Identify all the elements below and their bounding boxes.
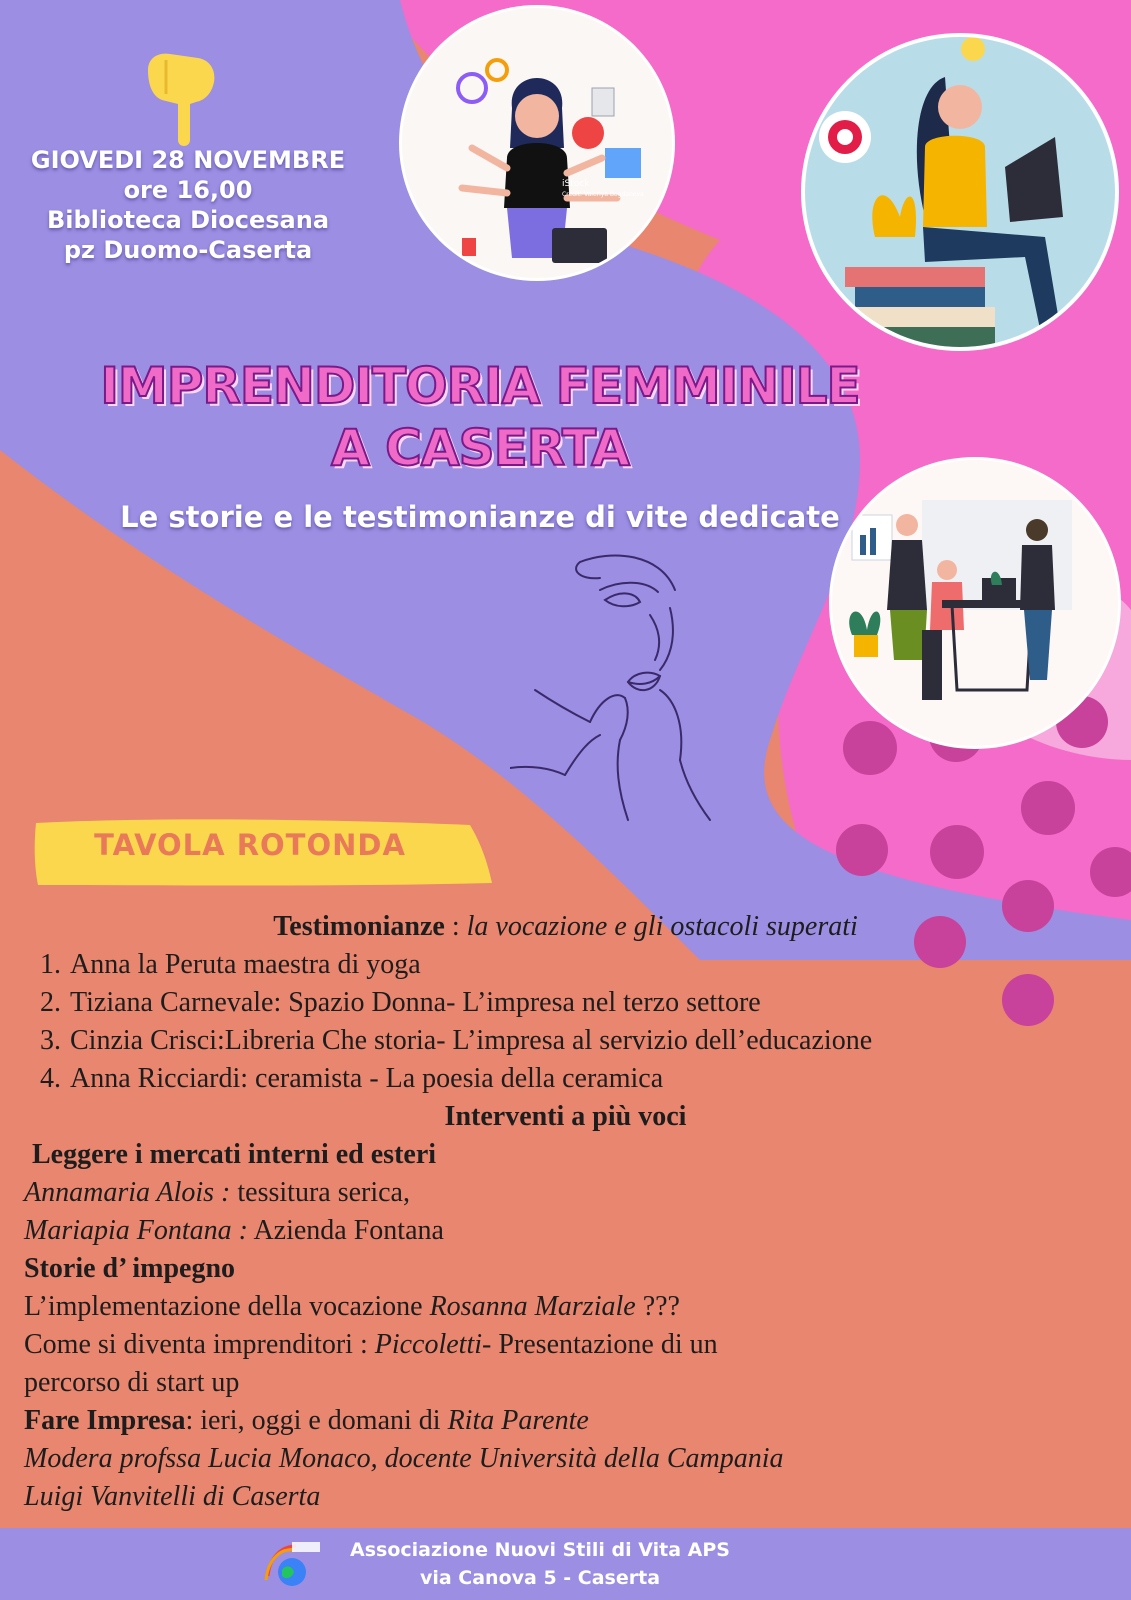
speaker-name: Rosanna Marziale bbox=[429, 1291, 636, 1322]
impegno-text: L’implementazione della vocazione bbox=[24, 1291, 430, 1322]
stock-credit: Credit: Valeriya Bogdanova bbox=[562, 191, 644, 198]
impegno-item bbox=[0, 1326, 1131, 1364]
subtitle: Le storie e le testimonianze di vite dedicate bbox=[120, 500, 840, 534]
event-info bbox=[18, 145, 358, 265]
speaker-desc: tessitura serica, bbox=[230, 1177, 410, 1208]
title-line-1: IMPRENDITORIA FEMMINILE bbox=[100, 357, 860, 415]
mercati-item bbox=[0, 1174, 1131, 1212]
testimonianze-line bbox=[0, 908, 1131, 946]
testimonianze-list bbox=[0, 946, 1131, 1098]
footer-address: via Canova 5 - Caserta bbox=[419, 1567, 661, 1589]
interventi-line bbox=[0, 1098, 1131, 1136]
footer bbox=[0, 1528, 1131, 1600]
mercati-line bbox=[0, 1136, 1131, 1174]
event-address: pz Duomo-Caserta bbox=[63, 236, 313, 264]
title-line-2: A CASERTA bbox=[331, 419, 629, 477]
association-logo bbox=[262, 1536, 322, 1592]
testimonianze-theme: la vocazione e gli ostacoli superati bbox=[466, 911, 858, 942]
impegno-text: Come si diventa imprenditori : bbox=[24, 1329, 375, 1360]
event-time: ore 16,00 bbox=[123, 176, 253, 204]
moderator-text-2: Luigi Vanvitelli di Caserta bbox=[24, 1481, 321, 1512]
moderator-text-1: Modera profssa Lucia Monaco, docente Università della Campania bbox=[24, 1443, 784, 1474]
testimonianze-sep: : bbox=[444, 911, 467, 942]
footer-text bbox=[320, 1536, 760, 1592]
list-item: 3. Cinzia Crisci:Libreria Che storia- L’impresa al servizio dell’educazione bbox=[68, 1022, 1131, 1060]
impresa-label: Fare Impresa bbox=[24, 1405, 186, 1436]
main-title bbox=[40, 355, 920, 479]
speaker-name: Annamaria Alois : bbox=[24, 1177, 231, 1208]
event-date: GIOVEDI 28 NOVEMBRE bbox=[30, 146, 346, 174]
program bbox=[0, 908, 1131, 1516]
speaker-name: Piccoletti bbox=[374, 1329, 483, 1360]
woman-laptop-illustration bbox=[805, 37, 1115, 347]
mercati-heading: Leggere i mercati interni ed esteri bbox=[32, 1139, 437, 1170]
interventi-heading: Interventi a più voci bbox=[444, 1101, 687, 1132]
impegno-heading: Storie d’ impegno bbox=[24, 1253, 236, 1284]
woman-portrait-line-art bbox=[510, 550, 770, 830]
event-venue: Biblioteca Diocesana bbox=[46, 206, 330, 234]
mercati-item bbox=[0, 1212, 1131, 1250]
stock-watermark: iStock bbox=[562, 179, 590, 189]
impresa-item bbox=[0, 1402, 1131, 1440]
speaker-name: Rita Parente bbox=[447, 1405, 589, 1436]
impegno-line bbox=[0, 1250, 1131, 1288]
speaker-name: Mariapia Fontana : bbox=[24, 1215, 248, 1246]
banner-label: TAVOLA ROTONDA bbox=[94, 828, 406, 862]
impresa-text: : ieri, oggi e domani di bbox=[185, 1405, 448, 1436]
list-item: 1. Anna la Peruta maestra di yoga bbox=[68, 946, 1131, 984]
impegno-item bbox=[0, 1288, 1131, 1326]
multitasking-woman-illustration bbox=[402, 8, 672, 278]
footer-org: Associazione Nuovi Stili di Vita APS bbox=[350, 1539, 730, 1561]
impegno-suffix: ??? bbox=[635, 1291, 680, 1322]
speaker-desc: Azienda Fontana bbox=[248, 1215, 444, 1246]
list-item: 2. Tiziana Carnevale: Spazio Donna- L’impresa nel terzo settore bbox=[68, 984, 1131, 1022]
impegno-suffix: - Presentazione di un bbox=[482, 1329, 718, 1360]
pointing-hand-icon bbox=[138, 50, 218, 150]
impegno-continuation: percorso di start up bbox=[24, 1367, 240, 1398]
testimonianze-label: Testimonianze bbox=[273, 911, 445, 942]
moderator-line-1 bbox=[0, 1440, 1131, 1478]
list-item: 4. Anna Ricciardi: ceramista - La poesia della ceramica bbox=[68, 1060, 1131, 1098]
moderator-line-2 bbox=[0, 1478, 1131, 1516]
